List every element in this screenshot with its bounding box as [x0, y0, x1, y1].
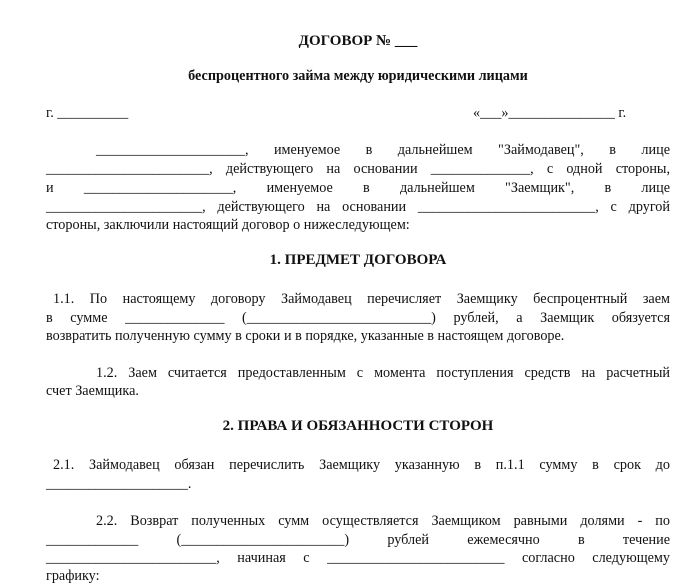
clause-2-2-line-1: 2.2. Возврат полученных сумм осуществляется Заемщиком равными долями - по — [96, 513, 670, 529]
clause-1-1-line-3: возвратить полученную сумму в сроки и в порядке, указанные в настоящем договоре. — [46, 328, 565, 344]
section-2-heading: 2. ПРАВА И ОБЯЗАННОСТИ СТОРОН — [222, 418, 494, 434]
clause-1-1-line-1: 1.1. По настоящему договору Займодавец перечисляет Заемщику беспроцентный заем — [53, 291, 670, 307]
preamble-line-3: и _____________________, именуемое в дальнейшем "Заемщик", в лице — [46, 180, 670, 196]
city-field: г. __________ — [46, 105, 129, 121]
clause-1-2-line-1: 1.2. Заем считается предоставленным с момента поступления средств на расчетный — [96, 365, 670, 381]
clause-2-2-line-4: графику: — [46, 568, 100, 584]
clause-1-2-line-2: счет Заемщика. — [46, 383, 139, 399]
preamble-line-1: _____________________, именуемое в дальнейшем "Займодавец", в лице — [96, 142, 670, 158]
clause-2-2-line-2: _____________ (_______________________) рублей ежемесячно в течение — [46, 532, 670, 548]
document-title: ДОГОВОР № ___ — [298, 33, 418, 49]
clause-1-1-line-2: в сумме ______________ (__________________________) рублей, а Заемщик обязуется — [46, 310, 670, 326]
clause-2-1-line-1: 2.1. Займодавец обязан перечислить Заемщику указанную в п.1.1 сумму в срок до — [53, 457, 670, 473]
clause-2-1-line-2: ____________________. — [46, 476, 192, 492]
preamble-line-4: ______________________, действующего на основании _________________________, с другой — [46, 199, 670, 215]
document-subtitle: беспроцентного займа между юридическими лицами — [188, 68, 528, 84]
preamble-line-5: стороны, заключили настоящий договор о нижеследующем: — [46, 217, 410, 233]
clause-2-2-line-3: ________________________, начиная с _________________________ согласно следующему — [46, 550, 670, 566]
date-field: «___»_______________ г. — [473, 105, 627, 121]
section-1-heading: 1. ПРЕДМЕТ ДОГОВОРА — [269, 252, 447, 268]
preamble-line-2: _______________________, действующего на основании ______________, с одной стороны, — [46, 161, 670, 177]
